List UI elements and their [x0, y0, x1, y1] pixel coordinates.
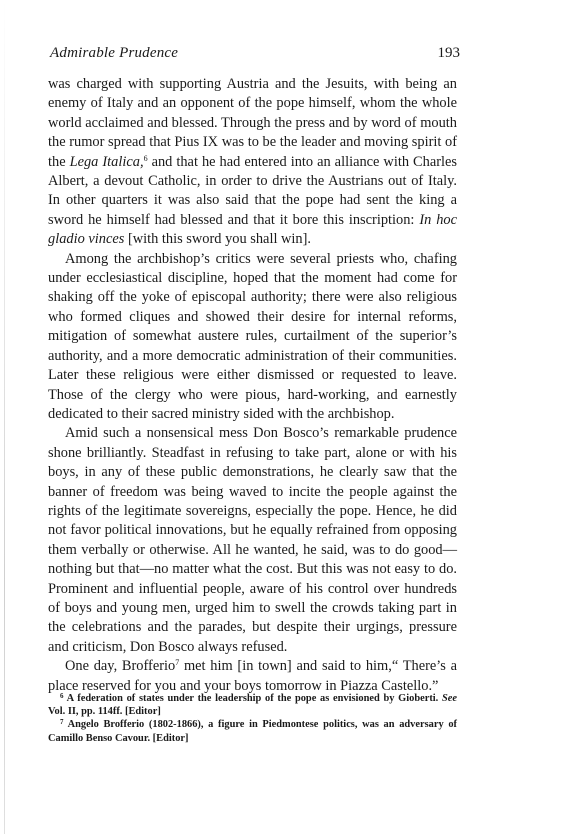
footnote-6-text-c: Vol. II, pp. 114ff. [Editor]	[48, 706, 161, 718]
footnote-6-mark: 6	[60, 692, 64, 700]
footnote-6	[48, 692, 457, 718]
footnote-7-text: Angelo Brofferio (1802-1866), a figure in Piedmontese politics, was an adversary of Camillo Benso Cavour. [Editor]	[48, 719, 457, 744]
paragraph-2: Among the archbishop’s critics were several priests who, chafing under ecclesiastical discipline, hoped that the moment had come for shaking off the yoke of episcopal authority; there were also religious who formed cliques and showed their desire for internal reforms, mitigation of somewhat austere rules, curtailment of the superior’s authority, and a more democratic administration of their communities. Later these religious were either dismissed or requested to leave. Those of the clergy who were pious, hard-working, and earnestly dedicated to their sacred ministry sided with the archbishop.	[48, 250, 457, 422]
body-text	[48, 75, 457, 696]
paragraph-1	[48, 75, 457, 250]
paragraph-1-text-d: and that he had entered into an alliance with Charles Albert, a devout Catholic, in order to drive the Austrians out of Italy. In other quarters it was also said that the pope had sent the king a sword he himself had blessed and that it bore this inscription:	[48, 153, 457, 228]
running-head	[50, 45, 460, 65]
lega-italica-term: Lega Italica,	[69, 153, 144, 170]
scan-edge-shadow	[4, 0, 5, 834]
paragraph-4	[48, 657, 457, 696]
footnote-ref-6: 6	[143, 153, 148, 163]
page-number: 193	[437, 45, 460, 61]
paragraph-4-text-c: met him [in town] and said to him,“ There’s a place reserved for you and your boys tomorrow in Piazza Castello.”	[48, 658, 457, 694]
paragraph-1-text-a: was charged with supporting Austria and the Jesuits, with being an enemy of Italy and an opponent of the pope himself, whom the whole world acclaimed and blessed. Through the press and by word of mouth the rumor spread that Pius IX was to be the leader and moving spirit of the	[48, 76, 457, 170]
latin-inscription: In hoc gladio vinces	[48, 211, 458, 248]
footnote-6-text-a: A federation of states under the leadership of the pope as envisioned by Gioberti.	[63, 693, 442, 704]
footnote-7	[48, 718, 457, 744]
footnote-ref-7: 7	[175, 658, 180, 668]
footnote-7-mark: 7	[60, 718, 64, 727]
running-title: Admirable Prudence	[50, 45, 179, 61]
paragraph-3: Amid such a nonsensical mess Don Bosco’s remarkable prudence shone brilliantly. Steadfast in refusing to take part, alone or with his boys, in any of these public demonstrations, he clearly saw that the banner of freedom was being waved to incite the people against the rights of the legitimate sovereigns, especially the pope. Hence, he did not favor political innovations, but he equally refrained from opposing them verbally or otherwise. All he wanted, he said, was to do good—nothing but that—no matter what the cost. But this was not easy to do. Prominent and influential people, aware of his control over hundreds of boys and young men, urged him to swell the crowds taking part in the celebrations and the parades, but despite their urgings, pressure and criticism, Don Bosco always refused.	[48, 425, 457, 655]
paragraph-4-text-a: One day, Brofferio	[65, 658, 176, 675]
footnotes	[48, 692, 457, 745]
paragraph-1-text-f: [with this sword you shall win].	[124, 231, 312, 248]
footnote-6-see: See	[441, 693, 457, 704]
